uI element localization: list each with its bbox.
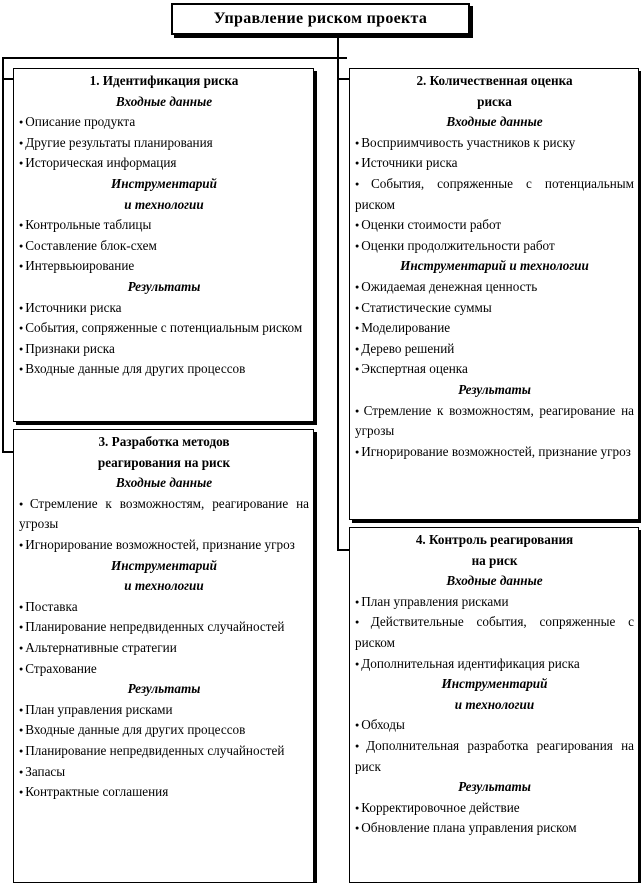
list-item: ● Экспертная оценка <box>355 359 634 380</box>
process-box-identification <box>13 68 314 422</box>
list-item: ● Действительные события, сопряженные с риском <box>355 612 634 653</box>
list-item: ● Источники риска <box>355 153 634 174</box>
list-item: ● Стремление к возможностям, реагирование на угрозы <box>355 401 634 442</box>
box-heading: реагирования на риск <box>97 454 231 470</box>
list-item: ● События, сопряженные с потенциальным риском <box>19 318 309 339</box>
section-label: Входные данные <box>446 114 543 130</box>
section-label: Результаты <box>458 779 531 795</box>
list-item: ● План управления рисками <box>19 700 309 721</box>
list-item: ● Историческая информация <box>19 153 309 174</box>
section-label: Результаты <box>127 278 201 294</box>
list-item: ● Страхование <box>19 659 309 680</box>
section-label: Результаты <box>127 681 201 697</box>
section-label: Инструментарий <box>111 557 217 573</box>
list-item: ● Поставка <box>19 597 309 618</box>
process-box-quantitative-assessment <box>349 68 639 520</box>
section-label: и технологии <box>124 578 204 594</box>
list-item: ● Интервьюирование <box>19 256 309 277</box>
connector-right-to-b2 <box>337 78 349 80</box>
connector-right-to-b4 <box>337 549 349 551</box>
list-item: ● Оценки стоимости работ <box>355 215 634 236</box>
process-box-response-control <box>349 527 639 883</box>
connector-horizontal <box>2 57 347 59</box>
list-item: ● Входные данные для других процессов <box>19 359 309 380</box>
list-item: ● Дополнительная идентификация риска <box>355 654 634 675</box>
section-label: Входные данные <box>115 475 213 491</box>
list-item: ● Запасы <box>19 762 309 783</box>
list-item: ● Альтернативные стратегии <box>19 638 309 659</box>
section-label: Входные данные <box>446 573 543 589</box>
section-label: Инструментарий <box>111 175 217 191</box>
list-item: ● Составление блок-схем <box>19 236 309 257</box>
box-heading: на риск <box>471 552 518 568</box>
list-item: ● Стремление к возможностям, реагирование на угрозы <box>19 494 309 535</box>
connector-left-to-b3 <box>2 451 13 453</box>
connector-left-vertical <box>2 57 4 453</box>
section-label: и технологии <box>124 196 204 212</box>
connector-title-down <box>337 37 339 57</box>
box-heading: 4. Контроль реагирования <box>415 532 574 547</box>
connector-left-to-b1 <box>2 78 13 80</box>
section-label: Входные данные <box>115 93 213 109</box>
list-item: ● Признаки риска <box>19 339 309 360</box>
section-label: Результаты <box>458 381 531 397</box>
list-item: ● План управления рисками <box>355 592 634 613</box>
box-heading: 1. Идентификация риска <box>89 73 239 88</box>
list-item: ● Описание продукта <box>19 112 309 133</box>
list-item: ● Контрактные соглашения <box>19 782 309 803</box>
list-item: ● Ожидаемая денежная ценность <box>355 277 634 298</box>
connector-right-vertical <box>337 57 339 551</box>
list-item: ● Планирование непредвиденных случайностей <box>19 617 309 638</box>
box-heading: 3. Разработка методов <box>98 434 230 449</box>
list-item: ● Игнорирование возможностей, признание угроз <box>355 442 634 463</box>
list-item: ● Планирование непредвиденных случайностей <box>19 741 309 762</box>
list-item: ● Источники риска <box>19 298 309 319</box>
list-item: ● Оценки продолжительности работ <box>355 236 634 257</box>
section-label: и технологии <box>454 696 535 712</box>
list-item: ● Другие результаты планирования <box>19 133 309 154</box>
box-heading: 2. Количественная оценка <box>416 73 573 88</box>
list-item: ● Входные данные для других процессов <box>19 720 309 741</box>
list-item: ● Статистические суммы <box>355 298 634 319</box>
list-item: ● Восприимчивость участников к риску <box>355 133 634 154</box>
process-box-response-development <box>13 429 314 883</box>
diagram-title: Управление риском проекта <box>171 3 470 35</box>
section-label: Инструментарий и технологии <box>400 258 589 274</box>
list-item: ● Корректировочное действие <box>355 798 634 819</box>
list-item: ● Дополнительная разработка реагирования на риск <box>355 736 634 777</box>
list-item: ● Моделирование <box>355 318 634 339</box>
list-item: ● Игнорирование возможностей, признание угроз <box>19 535 309 556</box>
section-label: Инструментарий <box>441 676 548 692</box>
list-item: ● Контрольные таблицы <box>19 215 309 236</box>
list-item: ● Обновление плана управления риском <box>355 818 634 839</box>
box-heading: риска <box>477 93 512 109</box>
list-item: ● События, сопряженные с потенциальным риском <box>355 174 634 215</box>
list-item: ● Обходы <box>355 715 634 736</box>
list-item: ● Дерево решений <box>355 339 634 360</box>
